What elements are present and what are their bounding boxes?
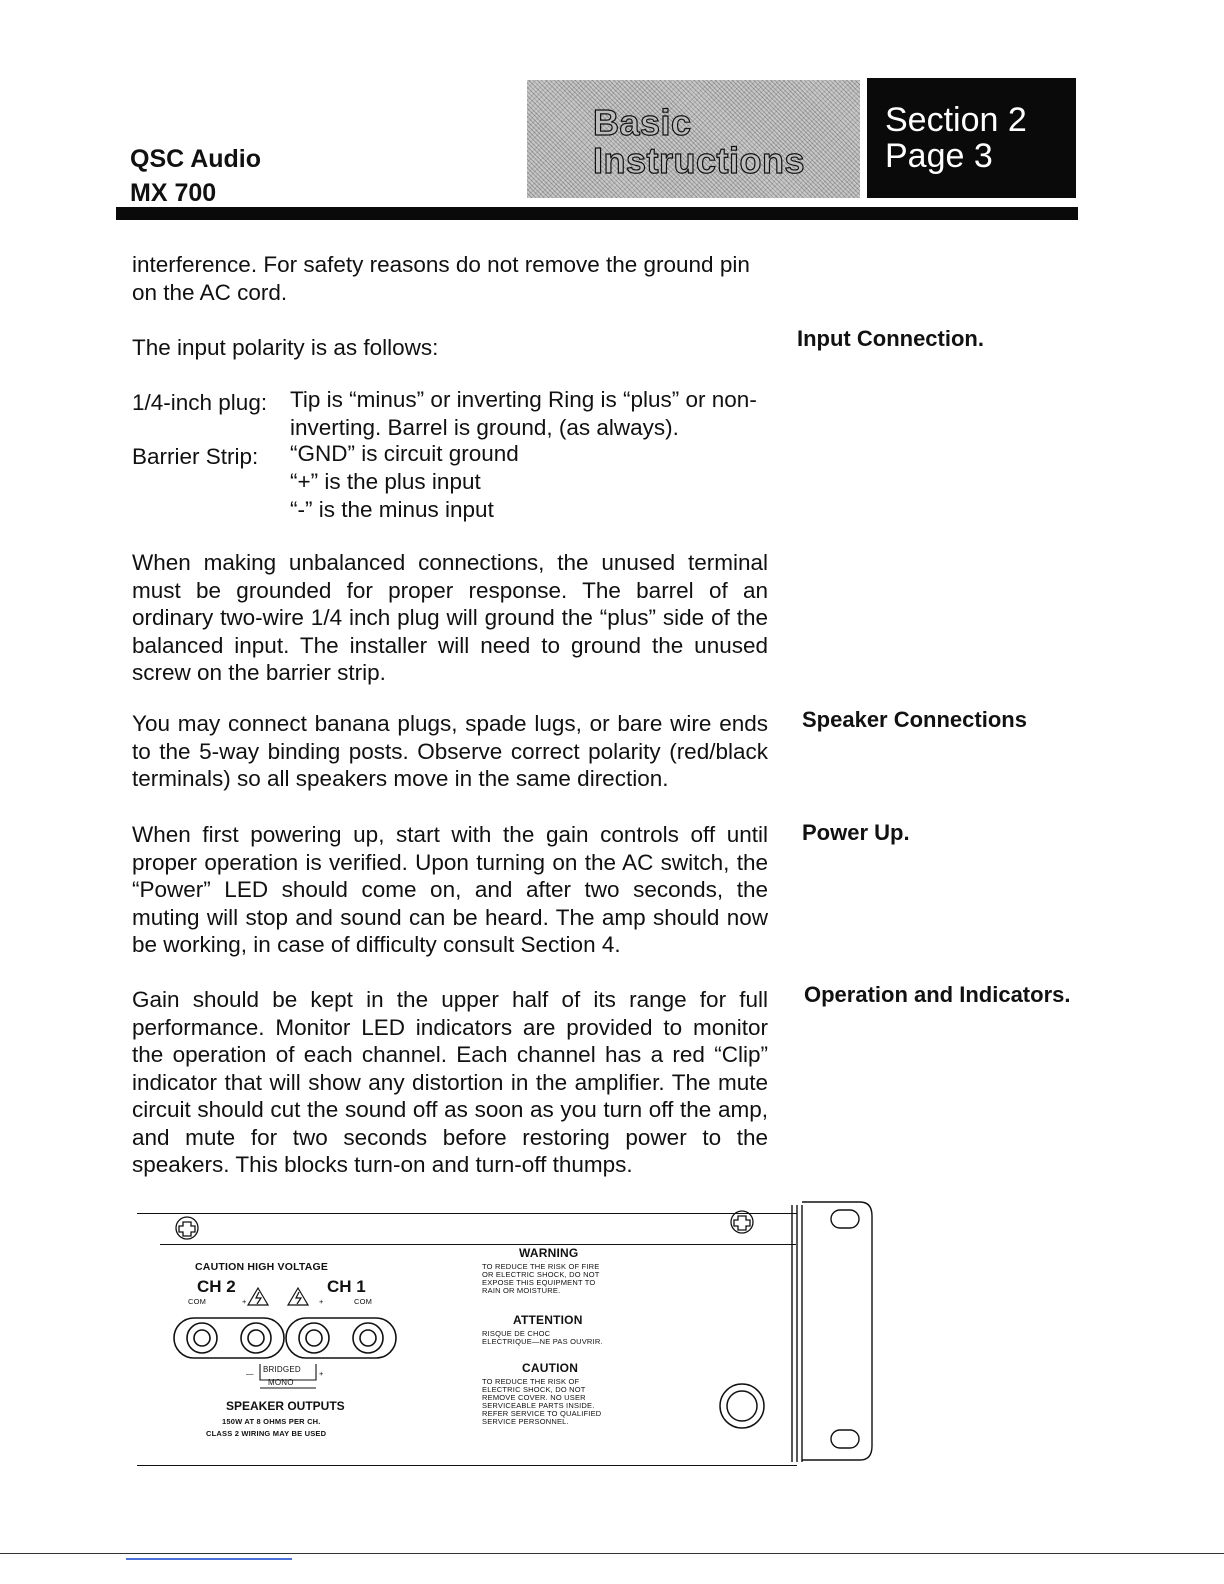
- bridged-label: BRIDGED: [263, 1365, 301, 1374]
- bridge-minus: —: [246, 1369, 254, 1378]
- intro-paragraph: interference. For safety reasons do not remove the ground pin on the AC cord.: [132, 252, 750, 305]
- sidebar-operation-indicators: Operation and Indicators.: [804, 982, 1071, 1007]
- model-name: MX 700: [130, 179, 217, 207]
- plus-right: +: [319, 1297, 324, 1306]
- operation-paragraph: Gain should be kept in the upper half of its range for full performance. Monitor LED indicators are provided to monitor the operation of each channel. Each channel has a red “Clip” indicator that will show any distortion in the amplifier. The mute circuit should cut the sound off as soon as you turn off the amp, and mute for two seconds before restoring power to the speakers. This blocks turn-on and turn-off thumps.: [132, 987, 768, 1177]
- speaker-outputs-label: SPEAKER OUTPUTS: [226, 1399, 345, 1413]
- barrier-label: Barrier Strip:: [132, 444, 259, 469]
- rack-slot-top: [831, 1210, 859, 1228]
- banner-title: [593, 104, 805, 180]
- caution-text-4: SERVICEABLE PARTS INSIDE.: [482, 1401, 595, 1410]
- sidebar-power-up: Power Up.: [802, 820, 910, 845]
- sidebar-input-connection: Input Connection.: [797, 326, 984, 351]
- warning-text-1: TO REDUCE THE RISK OF FIRE: [482, 1262, 600, 1271]
- barrier-minus: “-” is the minus input: [290, 497, 494, 522]
- sidebar-speaker-connections: Speaker Connections: [802, 707, 1027, 732]
- header-rule: [116, 207, 1078, 220]
- plug-description: Tip is “minus” or inverting Ring is “plus” or non-inverting. Barrel is ground, (as always).: [290, 387, 757, 440]
- caution-text-6: SERVICE PERSONNEL.: [482, 1417, 569, 1426]
- wiring-class: CLASS 2 WIRING MAY BE USED: [206, 1429, 327, 1438]
- company-name: QSC Audio: [130, 145, 262, 173]
- screw-icon-right: [731, 1211, 753, 1233]
- com-left: COM: [188, 1297, 207, 1306]
- caution-text-5: REFER SERVICE TO QUALIFIED: [482, 1409, 602, 1418]
- warning-text-2: OR ELECTRIC SHOCK, DO NOT: [482, 1270, 600, 1279]
- speaker-paragraph: You may connect banana plugs, spade lugs, or bare wire ends to the 5-way binding posts. Observe correct polarity (red/black terminals) so all speakers move in the same direction.: [132, 711, 768, 791]
- warning-text-3: EXPOSE THIS EQUIPMENT TO: [482, 1278, 596, 1287]
- barrier-gnd: “GND” is circuit ground: [290, 441, 519, 466]
- section-box: [867, 78, 1076, 198]
- warning-title: WARNING: [519, 1246, 579, 1260]
- ch2-label: CH 2: [197, 1277, 236, 1296]
- lightning-icons: [248, 1288, 308, 1305]
- page-number: Page 3: [885, 137, 993, 175]
- caution-title: CAUTION: [522, 1361, 579, 1375]
- ch1-label: CH 1: [327, 1277, 366, 1296]
- power-paragraph: When first powering up, start with the gain controls off until proper operation is verified. Upon turning on the AC switch, the “Power” LED should come on, and after two seconds, the muting will stop and sound can be heard. The amp should now be working, in case of difficulty consult Section 4.: [132, 822, 768, 957]
- caution-text-1: TO REDUCE THE RISK OF: [482, 1377, 580, 1386]
- unbalanced-paragraph: When making unbalanced connections, the unused terminal must be grounded for proper response. The barrel of an ordinary two-wire 1/4 inch plug will ground the “plus” side of the balanced input. The installer will need to ground the unused screw on the barrier strip.: [132, 550, 768, 685]
- section-number: Section 2: [885, 101, 1027, 139]
- attention-text-1: RISQUE DE CHOC: [482, 1329, 551, 1338]
- banner-title-line1: Basic: [593, 102, 692, 143]
- rack-slot-bottom: [831, 1430, 859, 1448]
- caution-text-2: ELECTRIC SHOCK, DO NOT: [482, 1385, 586, 1394]
- mono-label: MONO: [268, 1378, 294, 1387]
- attention-text-2: ELECTRIQUE—NE PAS OUVRIR.: [482, 1337, 603, 1346]
- caution-high-voltage: CAUTION HIGH VOLTAGE: [195, 1261, 329, 1273]
- footer-accent: [126, 1558, 292, 1560]
- power-rating: 150W AT 8 OHMS PER CH.: [222, 1417, 321, 1426]
- fuse-holder: [720, 1384, 764, 1428]
- footer-rule: [0, 1553, 1224, 1554]
- caution-text-3: REMOVE COVER. NO USER: [482, 1393, 586, 1402]
- bridge-plus: +: [319, 1369, 324, 1378]
- polarity-lead: The input polarity is as follows:: [132, 335, 439, 360]
- binding-posts: [174, 1318, 396, 1358]
- warning-text-4: RAIN OR MOISTURE.: [482, 1286, 561, 1295]
- screw-icon-left: [176, 1217, 198, 1239]
- com-right: COM: [354, 1297, 373, 1306]
- plus-left: +: [242, 1297, 247, 1306]
- banner-title-line2: Instructions: [593, 140, 806, 181]
- plug-label: 1/4-inch plug:: [132, 390, 268, 415]
- barrier-plus: “+” is the plus input: [290, 469, 481, 494]
- attention-title: ATTENTION: [513, 1313, 583, 1327]
- rack-ear: [792, 1202, 872, 1462]
